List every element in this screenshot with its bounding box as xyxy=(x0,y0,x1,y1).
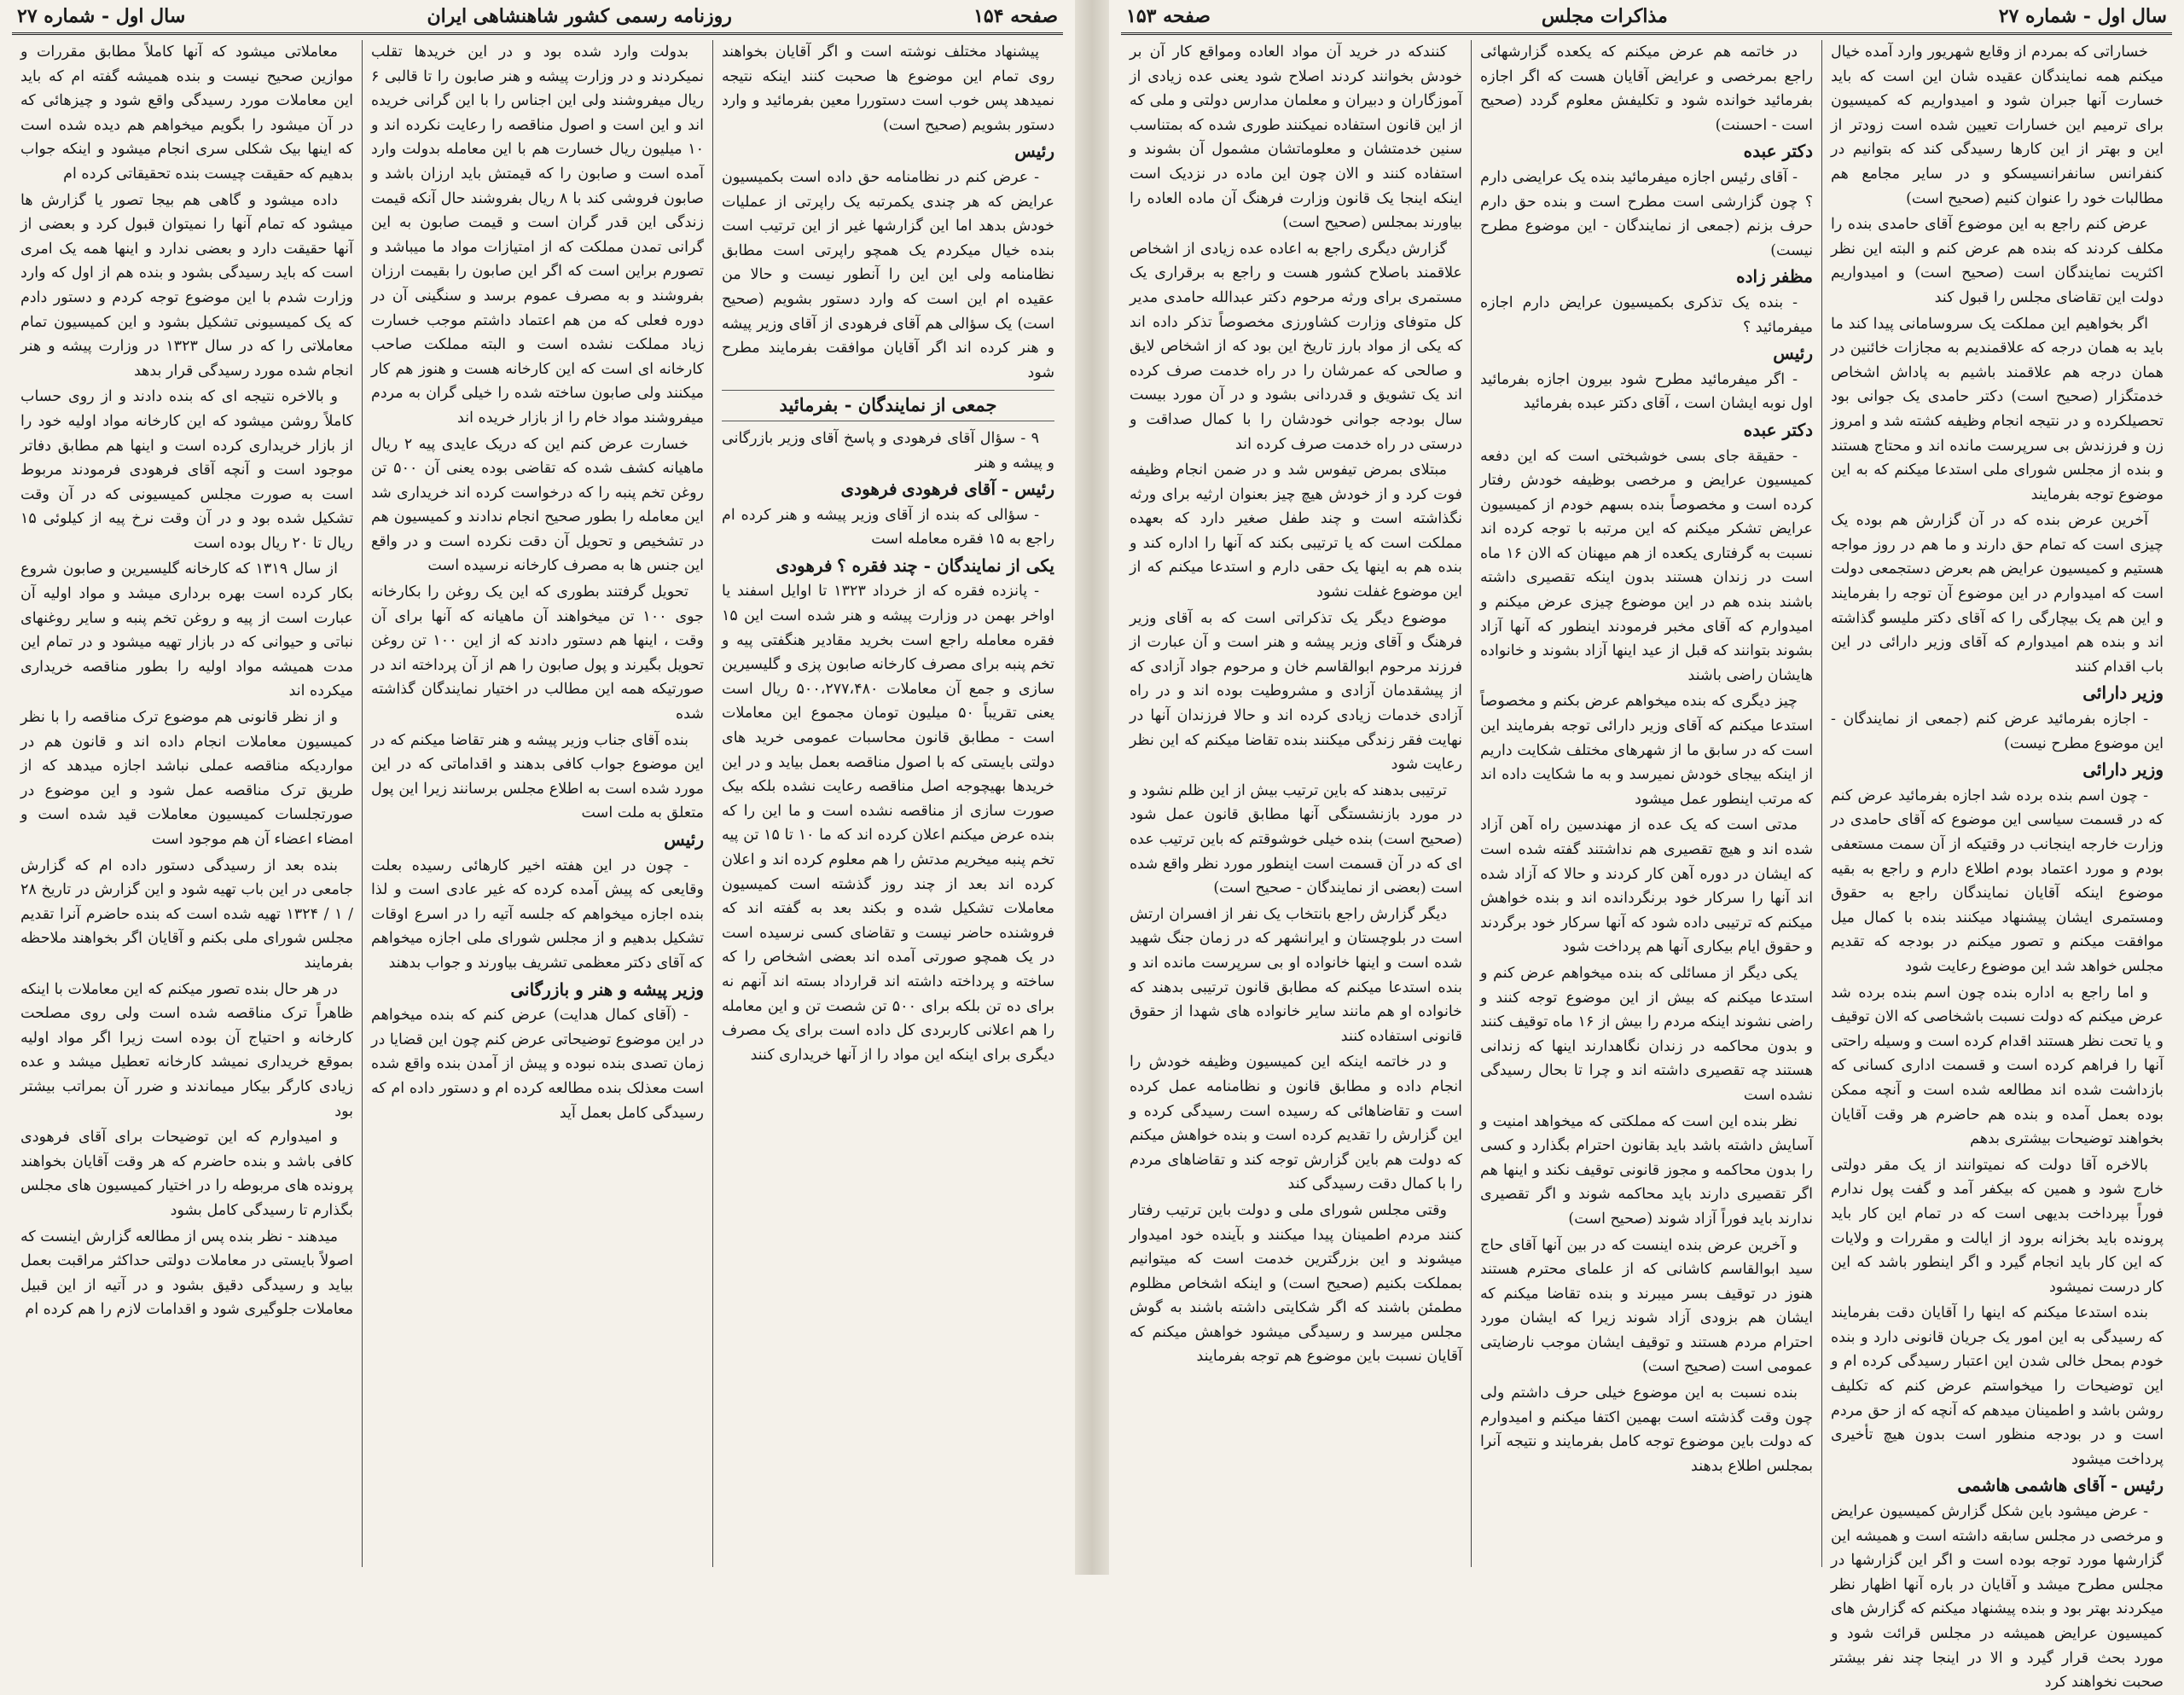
speaker-name: هاشمی xyxy=(1957,1475,2010,1496)
paragraph: - عرض کنم در نظامنامه حق داده است بکمیسیون عرایض که هر چندی یکمرتبه یک راپرتی از عملیات خودش بدهد اما این گزارشها غیر از این ترتیب است بنده خیال میکردم یک همچو راپرتی است مطابق نظامنامه ولی این این را آنطور نیست و حالا من عقیده ام این است که وارد دستور بشویم (صحیح است) یک سؤالی هم آقای فرهودی از آقای وزیر پیشه و هنر کرده اند اگر آقایان موافقت بفرمایند مطرح شود xyxy=(722,168,1054,381)
paragraph: - آقای رئیس اجازه میفرمائید بنده یک عرایضی دارم ؟ چون گزارشی است مطرح است و بنده حق دارم حرف بزنم (جمعی از نمایندگان - این موضوع مطرح نیست) xyxy=(1480,168,1813,259)
paragraph: آخرین عرض بنده که در آن گزارش هم بوده یک چیزی است که تمام حق دارند و ما هم در روز مواجه هستیم و کمیسیون عرایض هم بعرض دستجمعی دولت است که امیدوارم در این موضوع آن توجه را بفرمایند و این هم یک بیچارگی را که آقای دکتر ملیسو گذاشته اند و بنده هم امیدوارم که آقای وزیر دارائی در این باب اقدام کنند xyxy=(1831,512,2164,676)
paragraph: - عرض میشود باین شکل گزارش کمیسیون عرایض و مرخصی در مجلس سابقه داشته است و همیشه این گزارشها مورد توجه بوده است و اگر این گزارشها در مجلس مطرح میشد و آقایان در باره آنها اظهار نظر میکردند بهتر بود و بنده پیشنهاد میکنم که گزارش های کمیسیون عرایض همیشه در مجلس قرائت شود و مورد بحث قرار گیرد و الا در اینجا چند نفر بیشتر صحبت نخواهند کرد xyxy=(1831,1503,2164,1692)
right-page xyxy=(1109,0,2184,1692)
speaker-name: دکتر عبده xyxy=(1743,141,1813,162)
paragraph: تحویل گرفتند بطوری که این یک روغن را بکارخانه جوی ۱۰۰ تن میخواهند آن ماهیانه که آنها برای آن وقت ، اینها هم دستور دادند که از این ۱۰۰ تن روغن تحویل بگیرند و پول صابون را هم از آن پرداخته اند در صورتیکه همه این مطالب در اختیار نمایندگان گذاشته شده xyxy=(371,583,704,723)
speaker-name: دکتر عبده xyxy=(1743,419,1813,440)
speaker-name: رئیس xyxy=(1773,343,1813,364)
speaker-name: رئیس - آقای فرهودی xyxy=(902,479,1054,500)
paragraph: بنده استدعا میکنم که اینها را آقایان دقت بفرمایند که رسیدگی به این امور یک جریان قانونی دارد و بنده خودم بمحل خالی شدن این اعتبار رسیدگی کرده ام و این توضیحات را میخواستم عرض کنم که تکلیف روشن باشد و اطمینان میدهم که آنچه که از حق مردم است و در بودجه منظور است بدون هیچ تأخیری پرداخت میشود xyxy=(1831,1304,2164,1468)
left-page-header xyxy=(12,0,1063,35)
paragraph: از سال ۱۳۱۹ که کارخانه گلیسیرین و صابون شروع بکار کرده است بهره برداری میشد و مواد اولیه آن عبارت است از پیه و روغن تخم پنبه و سایر روغنهای نباتی و حیوانی که در بازار تهیه میشود و در تمام این مدت همیشه مواد اولیه را بطور مناقصه خریداری میکرده اند xyxy=(20,560,353,700)
speaker-name: وزیر دارائی xyxy=(2082,759,2164,781)
paragraph: پیشنهاد مختلف نوشته است و اگر آقایان بخواهند روی تمام این موضوع ها صحبت کنند اینکه نتیجه نمیدهد پس خوب است دستوررا معین بفرمائید و وارد دستور بشویم (صحیح است) xyxy=(722,44,1054,134)
paragraph: دیگر گزارش راجع بانتخاب یک نفر از افسران ارتش است در بلوچستان و ایرانشهر که در زمان جنگ شهید شده است و اینها خانواده او بی سرپرست مانده اند و بنده استدعا میکنم که مطابق قانون ترتیبی بدهند که خانواده او هم مانند سایر خانواده های شهدا از حقوق قانونی استفاده کنند xyxy=(1130,905,1462,1045)
paragraph: - چون اسم بنده برده شد اجازه بفرمائید عرض کنم که در قسمت سیاسی این موضوع که آقای حامدی در وزارت خارجه اینجانب در وقتیکه از آن سمت مستعفی بودم و مورد اعتماد بودم اطلاع دارم و راجع به بقیه موضوع اینکه آقایان نمایندگان راجع به حقوق ومستمری ایشان پیشنهاد میکنند بنده با کمال میل موافقت میکنم و تصور میکنم در بودجه که تقدیم مجلس خواهد شد این موضوع رعایت شود xyxy=(1831,787,2164,975)
paragraph: در هر حال بنده تصور میکنم که این معاملات با اینکه ظاهراً ترک مناقصه شده است ولی روی مصلحت کارخانه و احتیاج آن بوده است زیرا اگر مواد اولیه بموقع خریداری نمیشد کارخانه تعطیل میشد و عده زیادی کارگر بیکار میماندند و ضرر آن بمراتب بیشتر بود xyxy=(20,980,353,1120)
right-page-columns xyxy=(1121,40,2172,1692)
paragraph: کنندکه در خرید آن مواد العاده ومواقع کار آن بر خودش بخوانند کردند اصلاح شود یعنی عده زیادی از آموزگاران و دبیران و معلمان مدارس دولتی و ملی که از این قانون استفاده نمیکنند طوری شده که بمتناسب سنین خدمتشان و معلوماتشان مشمول آن بشوند و استفاده کنند و الان چون این ماده در نزدیک است اینکه اینجا یک قانون وزارت فرهنگ آن ماده العاده را بیاورند بمجلس (صحیح است) xyxy=(1130,44,1462,232)
paragraph: و آخرین عرض بنده اینست که در بین آنها آقای حاج سید ابوالقاسم کاشانی که از علمای محترم هستند هنوز در توقیف بسر میبرند و بنده تقاضا میکنم که ایشان هم بزودی آزاد شوند زیرا که ایشان مورد احترام مردم هستند و توقیف ایشان موجب نارضایتی عمومی است (صحیح است) xyxy=(1480,1236,1813,1376)
paragraph: بنده آقای جناب وزیر پیشه و هنر تقاضا میکنم که در این موضوع جواب کافی بدهند و اقداماتی که در این مورد شده است به اطلاع مجلس برسانند زیرا این پول متعلق به ملت است xyxy=(371,731,704,822)
text-column xyxy=(363,40,713,1567)
speaker-name: رئیس xyxy=(1014,141,1054,162)
paragraph: معاملاتی میشود که آنها کاملاً مطابق مقررات و موازین صحیح نیست و بنده همیشه گفته ام که باید این معاملات مورد رسیدگی واقع شود و چیزهائی که در آن میشود را بگویم میخواهم هم دیده شده است که اینها بیک شکلی سری انجام میشود و اینکه جواب بدهیم که حقیقت چیست بنده تحقیقاتی کرده ام xyxy=(20,44,353,183)
text-column xyxy=(713,40,1063,1567)
text-column xyxy=(1822,40,2172,1692)
text-column xyxy=(1472,40,1822,1567)
speaker-name: فرهودی xyxy=(840,479,897,500)
speaker-name: وزیر دارائی xyxy=(2082,682,2164,704)
paragraph: مدتی است که یک عده از مهندسین راه آهن آزاد شده اند و هیچ تقصیری هم نداشتند گفته شده است که ایشان در دوره آهن کار کردند و حالا که آزاد شده اند آنها را سرکار خود برنگردانده اند و بنده خواهش میکنم که ترتیبی داده شود که آنها سرکار خود برگردند و حقوق ایام بیکاری آنها هم پرداخت شود xyxy=(1480,816,1813,956)
paragraph: خسارت عرض کنم این که دریک عایدی پیه ۲ ریال ماهیانه کشف شده که تقاضی بوده یعنی آن ۵۰۰ تن روغن تخم پنبه را که درخواست کرده اند خریداری شد این معامله را بطور صحیح انجام ندادند و کمیسیون هم در تشخیص و تحویل آن دقت نکرده است و در واقع این جنس ها به مصرف کارخانه نرسیده است xyxy=(371,435,704,575)
paragraph: - چون در این هفته اخیر کارهائی رسیده بعلت وقایعی که پیش آمده کرده که غیر عادی است و لذا بنده اجازه میخواهم که جلسه آتیه را در اسرع اوقات تشکیل بدهیم و از مجلس شورای ملی اجازه میخواهم که آقای دکتر معظمی تشریف بیاورند و جواب بدهند xyxy=(371,856,704,972)
paragraph: در خاتمه هم عرض میکنم که یکعده گزارشهائی راجع بمرخصی و عرایض آقایان هست که اگر اجازه بفرمائید خوانده شود و تکلیفش معلوم گردد (صحیح است - احسنت) xyxy=(1480,44,1813,134)
paragraph: نظر بنده این است که مملکتی که میخواهد امنیت و آسایش داشته باشد باید بقانون احترام بگذارد و کسی را بدون محاکمه و مجوز قانونی توقیف نکند و اینها هم اگر تقصیری دارند باید محاکمه شوند و اگر تقصیری ندارند باید فوراً آزاد شوند (صحیح است) xyxy=(1480,1112,1813,1228)
paragraph: و امیدوارم که این توضیحات برای آقای فرهودی کافی باشد و بنده حاضرم که هر وقت آقایان بخواهند پرونده های مربوطه را در اختیار کمیسیون های مجلس بگذارم تا رسیدگی کامل بشود xyxy=(20,1129,353,1219)
speaker-name: مظفر زاده xyxy=(1736,266,1813,287)
paragraph: ۹ - سؤال آقای فرهودی و پاسخ آقای وزیر بازرگانی و پیشه و هنر xyxy=(722,429,1054,472)
paragraph: ترتیبی بدهند که باین ترتیب بیش از این ظلم نشود و در مورد بازنشستگی آنها مطابق قانون عمل شود (صحیح است) بنده خیلی خوشوقتم که باین ترتیب عده ای که در آن قسمت است اینطور مورد نظر واقع شده است (بعضی از نمایندگان - صحیح است) xyxy=(1130,781,1462,897)
paragraph: مبتلای بمرض تیفوس شد و در ضمن انجام وظیفه فوت کرد و از خودش هیچ چیز بعنوان ارثیه برای ورثه نگذاشته است و چند طفل صغیر دارد که بعهده مملکت است که یا ترتیبی بکند که آنها را اداره کند و بنده هم به اینها یک حقی دارم و استدعا میکنم که از این موضوع غفلت نشود xyxy=(1130,461,1462,601)
speaker-name: وزیر پیشه و هنر و بازرگانی xyxy=(510,978,704,1000)
paragraph: - پانزده فقره که از خرداد ۱۳۲۳ تا اوایل اسفند یا اواخر بهمن در وزارت پیشه و هنر شده است این ۱۵ فقره معامله راجع است بخرید مقادیر هنگفتی پیه و تخم پنبه برای مصرف کارخانه صابون پزی و گلیسیرین سازی و جمع آن معاملات ۵۰۰،۲۷۷،۴۸۰ ریال است یعنی تقریباً ۵۰ میلیون تومان مجموع این معاملات است - مطابق قانون محاسبات عمومی خرید های دولتی بایستی که با اصول مناقصه بعمل بیاید و در این خریدها بهیچوجه اصل مناقصه رعایت نشده بلکه بیک صورت سازی از مناقصه نشده است و ما این را که بنده عرض میکنم اعلان کرده اند که ما ۱۰ تا ۱۵ تن پیه تخم پنبه میخریم مدتش را هم معلوم کرده اند و اعلان کرده اند بعد از چند روز گذشته است کمیسیون معاملات تشکیل شده و بکند بعد به گفته اند که فروشنده حاضر نیست و تقاضای کسی نرسیده است در یک همچو صورتی آمده اند بعضی اشخاص را که ساخته و پرداخته داشته اند قرارداد بسته اند آنهم نه برای ده تن بلکه برای ۵۰۰ تن شصت تن و این معامله را هم اعلانی کاربردی کل داده است برای یک مصرف دیگری برای اینکه این مواد را از آنها خریداری کنند xyxy=(722,583,1055,1064)
paragraph: - اجازه بفرمائید عرض کنم (جمعی از نمایندگان - این موضوع مطرح نیست) xyxy=(1831,711,2164,752)
paragraph: - سؤالی که بنده از آقای وزیر پیشه و هنر کرده ام راجع به ۱۵ فقره معامله است xyxy=(722,506,1054,549)
issue-label: سال اول - شماره ۲۷ xyxy=(1998,5,2167,27)
paragraph: بنده بعد از رسیدگی دستور داده ام که گزارش جامعی در این باب تهیه شود و این گزارش در تاریخ ۲۸ / ۱ / ۱۳۲۴ تهیه شده است که بنده حاضرم آنرا تقدیم مجلس شورای ملی بکنم و آقایان اگر بخواهند ملاحظه بفرمایند xyxy=(20,856,353,972)
paragraph: بدولت وارد شده بود و در این خریدها تقلب نمیکردند و در وزارت پیشه و هنر صابون را تا قالبی ۶ ریال میفروشند ولی این اجناس را با این گرانی خریده اند و این است و اصول مناقصه را رعایت نکرده اند و ۱۰ میلیون ریال خسارت هم با این معامله بدولت وارد آمده است و صابون را که قیمتش باید ارزان باشد و صابون فروشی کند با ۸ ریال بفروشند حال آنکه قیمت زندگی این قدر گران است و قیمت صابون به این گرانی تمدن مملکت که از امتیازات مواد ما میباشد و تصورم براین است که اگر این صابون را بقیمت ارزان بفروشند و به مصرف عموم برسد و سنگینی آن در دوره فعلی که من هم اعتماد داشتم موجب خسارت زیاد مملکت نشده است و البته مملکت صاحب کارخانه ای است که این کارخانه هست و هنوز هم کار میکنند ولی صابون ساخته شده را خیلی گران به مردم میفروشند مواد خام را از بازار خریده اند xyxy=(371,44,704,427)
speaker-name: رئیس - آقای هاشمی xyxy=(2014,1475,2164,1496)
speaker-name: فرهودی xyxy=(775,554,833,576)
paragraph: اگر بخواهیم این مملکت یک سروسامانی پیدا کند ما باید به همان درجه که علاقمندیم به مجازات خائنین در همان درجه هم علاقمند باشیم به پاداش اشخاص خدمتگزار (صحیح است) دکتر حامدی یک جوانی بود تحصیلکرده و در نتیجه انجام وظیفه کشته شد و امروز زن و فرزندش بی سرپرست مانده اند و محتاج هستند و بنده از مجلس شورای ملی استدعا میکنم که به این موضوع توجه بفرمایند xyxy=(1831,315,2164,503)
speaker-name: یکی از نمایندگان - چند فقره ؟ xyxy=(837,554,1054,576)
text-column xyxy=(12,40,363,1567)
left-page-columns xyxy=(12,40,1063,1567)
paragraph: و از نظر قانونی هم موضوع ترک مناقصه را با نظر کمیسیون معاملات انجام داده اند و قانون هم در مواردیکه مناقصه عملی نباشد اجازه میدهد که از طریق ترک مناقصه عمل شود و این موضوع در صورتجلسات کمیسیون معاملات قید شده است و امضاء اعضاء آن هم موجود است xyxy=(20,709,353,848)
page-number: صفحه ۱۵۴ xyxy=(973,5,1058,27)
section-title: مذاکرات مجلس xyxy=(1541,5,1668,27)
paragraph: - (آقای کمال هدایت) عرض کنم که بنده میخواهم در این موضوع توضیحاتی عرض کنم چون این قضایا در زمان تصدی بنده نبوده و پیش از آمدن بنده واقع شده است معذلک بنده مطالعه کرده ام و دستور داده ام که رسیدگی کامل بعمل آید xyxy=(371,1007,704,1122)
paragraph: وقتی مجلس شورای ملی و دولت باین ترتیب رفتار کنند مردم اطمینان پیدا میکنند و بآینده خود امیدوار میشوند و این بزرگترین خدمت است که میتوانیم بمملکت بکنیم (صحیح است) و اینکه اشخاص مظلوم مطمئن باشند که اگر شکایتی داشته باشند به گوش مجلس میرسد و رسیدگی میشود خواهش میکنم که آقایان نسبت باین موضوع هم توجه بفرمایند xyxy=(1130,1201,1462,1366)
paragraph: میدهند - نظر بنده پس از مطالعه گزارش اینست که اصولاً بایستی در معاملات دولتی حداکثر مراقبت بعمل بیاید و رسیدگی دقیق بشود و در آتیه از این قبیل معاملات جلوگیری شود و اقدامات لازم را هم کرده ام xyxy=(20,1228,353,1319)
paragraph: بنده نسبت به این موضوع خیلی حرف داشتم ولی چون وقت گذشته است بهمین اکتفا میکنم و امیدوارم که دولت باین موضوع توجه کامل بفرمایند و نتیجه آنرا بمجلس اطلاع بدهند xyxy=(1480,1384,1813,1475)
paragraph: - اگر میفرمائید مطرح شود بیرون اجازه بفرمائید اول نوبه ایشان است ، آقای دکتر عبده بفرمائید xyxy=(1480,370,1813,413)
paragraph: چیز دیگری که بنده میخواهم عرض بکنم و مخصوصاً استدعا میکنم که آقای وزیر دارائی توجه بفرمایند این است که در سابق ما از شهرهای مختلف شکایت داریم از اینکه بیجای خودش نمیرسد و به ما شکایت داده اند که مرتب اینطور عمل میشود xyxy=(1480,693,1813,808)
paragraph: گزارش دیگری راجع به اعاده عده زیادی از اشخاص علاقمند باصلاح کشور هست و راجع به برقراری یک مستمری برای ورثه مرحوم دکتر عبدالله حامدی مدیر کل متوفای وزارت کشاورزی مخصوصاً تذکر داده اند که یکی از مواد بارز تاریخ این بود که از اشخاص لایق و صالحی که عمرشان را در راه خدمت صرف کرده اند یک تشویق و قدردانی بشود و در آن مورد بیست سال بودجه جوانی خودشان را با کمال صداقت و درستی در راه خدمت صرف کرده اند xyxy=(1130,240,1462,453)
paragraph: - بنده یک تذکری بکمیسیون عرایض دارم اجازه میفرمائید ؟ xyxy=(1480,293,1813,336)
paragraph: بالاخره آقا دولت که نمیتوانند از یک مقر دولتی خارج شود و همین که بیکفر آمد و گفت پول ندارم فوراً بپرداخت بدیهی است که در تمام این کار باید پرونده باید بخزانه برود از ایالت و مقررات و ولایات که این کار باید انجام گیرد و اگر اینطور باشد که این کار درست نمیشود xyxy=(1831,1156,2164,1296)
section-heading: جمعی از نمایندگان - بفرمائید xyxy=(722,390,1054,421)
paragraph: و بالاخره نتیجه ای که بنده دادند و از روی حساب کاملاً روشن میشود که این کارخانه مواد اولیه خود را از بازار خریداری کرده است و اینها هم مطابق دفاتر موجود است و آنچه آقای فرهودی فرمودند مربوط است به صورت مجلس کمیسیونی که در آن وقت تشکیل شده بود و در آن وقت نرخ پیه از کیلوئی ۱۵ ریال تا ۲۰ ریال بوده است xyxy=(20,388,353,552)
paragraph: موضوع دیگر یک تذکراتی است که به آقای وزیر فرهنگ و آقای وزیر پیشه و هنر است و آن عبارت از فرزند مرحوم ابوالقاسم خان و مرحوم جواد آزادی که از پیشقدمان آزادی و مشروطیت بوده اند و در راه آزادی خدمات زیادی کرده اند و حالا فرزندان آنها در نهایت فقر زندگی میکنند بنده تقاضا میکنم که این نظر رعایت شود xyxy=(1130,609,1462,774)
gazette-title: روزنامه رسمی کشور شاهنشاهی ایران xyxy=(427,5,732,27)
left-page xyxy=(0,0,1075,1575)
page-gutter xyxy=(1075,0,1109,1575)
paragraph: عرض کنم راجع به این موضوع آقای حامدی بنده را مکلف کردند که بنده هم عرض کنم و البته این نظر اکثریت نمایندگان است (صحیح است) و امیدواریم دولت این تقاضای مجلس را قبول کند xyxy=(1831,216,2164,306)
paragraph: و اما راجع به اداره بنده چون اسم بنده برده شد عرض میکنم که دولت نسبت باشخاصی که الان توقیف و یا تحت نظر هستند اقدام کرده است و وسیله راحتی آنها را فراهم کرده است و قسمت اداری کسانی که بازداشت شده اند مطالعه شده است و آنچه ممکن بوده بعمل آمده و بنده هم حاضرم هر وقت آقایان بخواهند توضیحات بیشتری بدهم xyxy=(1831,984,2164,1148)
paragraph: خساراتی که بمردم از وقایع شهریور وارد آمده خیال میکنم همه نمایندگان عقیده شان این است که باید خسارت آنها جبران شود و امیدواریم که کمیسیون برای ترمیم این خسارات تعیین شده است زودتر از این و بهتر از این کارها رسیدگی کند که بتوانیم در کنفرانس سانفرانسیسکو و در سایر مجامع هم مطالبات خود را عنوان کنیم (صحیح است) xyxy=(1831,44,2164,207)
paragraph: - حقیقة جای بسی خوشبختی است که این دفعه کمیسیون عرایض و مرخصی بوظیفه خودش رفتار کرده است و مخصوصاً بنده بسهم خودم از کمیسیون عرایض تشکر میکنم که این مرتبه با توجه کرده اند نسبت به گرفتاری یکعده از هم میهنان که الان ۱۶ ماه است در زندان هستند بدون اینکه تقصیری داشته باشند بنده هم در این موضوع چیزی عرض میکنم و امیدوارم که آقای مخبر فرمودند اینطور که آنها آزاد بشوند بتوانند که قبل از عید اینها آزاد بشوند و خانواده هایشان راضی باشند xyxy=(1480,447,1813,684)
issue-label: سال اول - شماره ۲۷ xyxy=(17,5,186,27)
paragraph: یکی دیگر از مسائلی که بنده میخواهم عرض کنم و استدعا میکنم که بیش از این موضوع توجه کنند و راضی نشوند اینکه مردم را بیش از ۱۶ ماه توقیف کنند و بدون محاکمه در زندان نگاهدارند اینها که زندانی هستند چه تقصیری داشته اند و چرا تا بحال رسیدگی نشده است xyxy=(1480,964,1813,1104)
paragraph: داده میشود و گاهی هم بیجا تصور یا گزارش ها میشود که تمام آنها را نمیتوان قبول کرد و بعضی از آنها حقیقت دارد و بعضی ندارد و اینها همه یک امری است که باید رسیدگی بشود و بنده هم از اول که وارد وزارت شدم با این موضوع توجه کردم و دستور دادم که یک کمیسیونی تشکیل بشود و این کمیسیون تمام معاملاتی را که در سال ۱۳۲۳ در وزارت پیشه و هنر انجام شده مورد رسیدگی قرار بدهد xyxy=(20,191,353,380)
page-number: صفحه ۱۵۳ xyxy=(1126,5,1211,27)
paragraph: و در خاتمه اینکه این کمیسیون وظیفه خودش را انجام داده و مطابق قانون و نظامنامه عمل کرده است و تقاضاهائی که رسیده است رسیدگی کرده و این گزارش را تقدیم کرده است و بنده خواهش میکنم که دولت هم باین گزارش توجه کند و تقاضاهای مردم را با کمال دقت رسیدگی کند xyxy=(1130,1054,1462,1193)
right-page-header xyxy=(1121,0,2172,35)
speaker-name: رئیس xyxy=(664,829,704,850)
text-column xyxy=(1121,40,1472,1567)
